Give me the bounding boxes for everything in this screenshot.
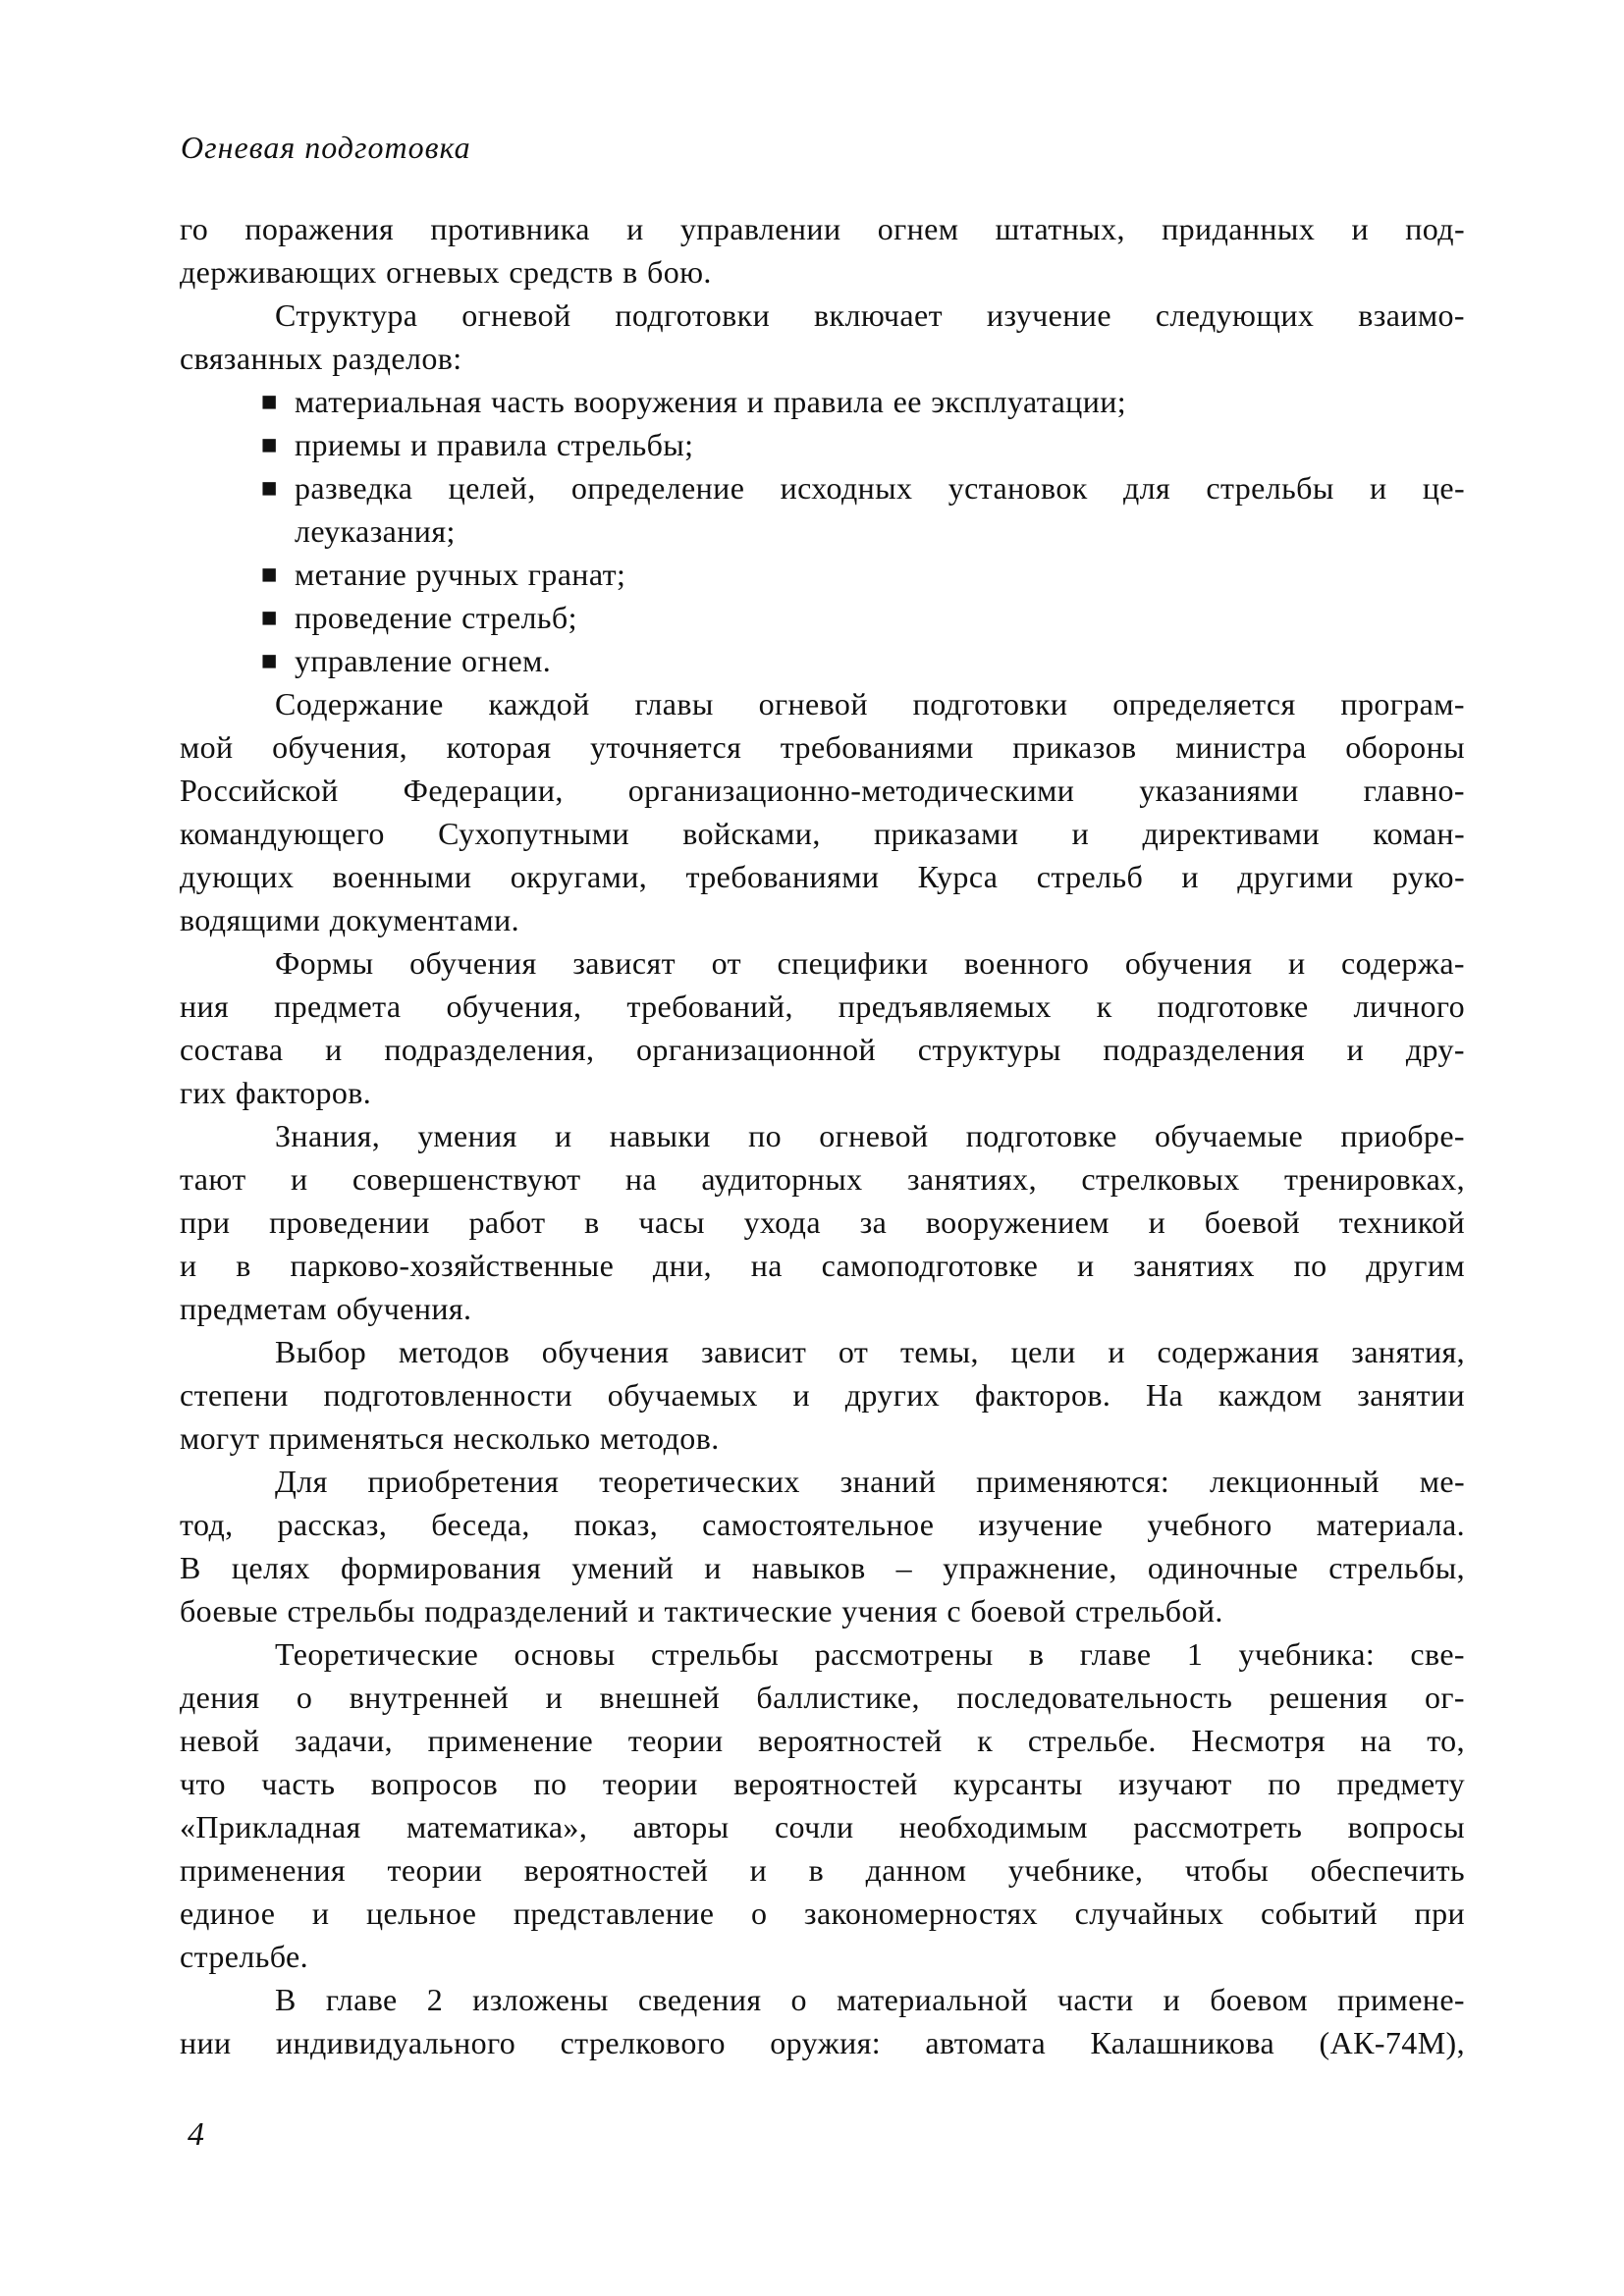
line-text: управление огнем. [295, 643, 552, 678]
line-text: метание ручных гранат; [295, 557, 626, 592]
line-text: степени подготовленности обучаемых и других факторов. На каждом занятии [180, 1377, 1465, 1413]
text-line [180, 1330, 1465, 1373]
text-line [180, 423, 1465, 466]
text-line [180, 812, 1465, 855]
line-text: держивающих огневых средств в бою. [180, 254, 712, 290]
text-line [180, 1848, 1465, 1892]
line-text: что часть вопросов по теории вероятностей курсанты изучают по предмету [180, 1766, 1465, 1801]
line-text: В главе 2 изложены сведения о материальной части и боевом примене- [275, 1982, 1465, 2017]
text-line [180, 682, 1465, 725]
line-text: Содержание каждой главы огневой подготовки определяется програм- [275, 686, 1465, 721]
text-line [180, 725, 1465, 769]
text-line [180, 1632, 1465, 1676]
line-text: предметам обучения. [180, 1291, 472, 1326]
line-text: Выбор методов обучения зависит от темы, цели и содержания занятия, [275, 1334, 1465, 1369]
line-text: Теоретические основы стрельбы рассмотрены в главе 1 учебника: све- [275, 1636, 1465, 1672]
line-text: связанных разделов: [180, 341, 462, 376]
line-text: тают и совершенствуют на аудиторных занятиях, стрелковых тренировках, [180, 1161, 1465, 1197]
line-text: Для приобретения теоретических знаний применяются: лекционный ме- [275, 1464, 1465, 1499]
line-text: единое и цельное представление о закономерностях случайных событий при [180, 1896, 1465, 1931]
text-line [180, 294, 1465, 337]
text-line [180, 1373, 1465, 1416]
text-line [180, 1589, 1465, 1632]
text-line [180, 1460, 1465, 1503]
text-line [180, 639, 1465, 682]
line-text: материальная часть вооружения и правила ее эксплуатации; [295, 384, 1127, 419]
text-line [180, 1071, 1465, 1114]
text-line [180, 1114, 1465, 1157]
bullet-icon: ▪ [260, 429, 279, 459]
text-line [180, 1762, 1465, 1805]
text-line [180, 207, 1465, 250]
line-text: Структура огневой подготовки включает изучение следующих взаимо- [275, 297, 1465, 333]
text-line [180, 1244, 1465, 1287]
body-text [180, 207, 1465, 2064]
running-header: Огневая подготовка [181, 130, 471, 165]
line-text: тод, рассказ, беседа, показ, самостоятельное изучение учебного материала. [180, 1507, 1465, 1542]
bullet-icon: ▪ [260, 602, 279, 632]
text-line [180, 1028, 1465, 1071]
text-line [180, 769, 1465, 812]
text-line [180, 941, 1465, 985]
line-text: дения о внутренней и внешней баллистике, последовательность решения ог- [180, 1680, 1465, 1715]
line-text: разведка целей, определение исходных установок для стрельбы и це- [295, 470, 1465, 506]
text-line [180, 855, 1465, 898]
line-text: командующего Сухопутными войсками, приказами и директивами коман- [180, 816, 1465, 851]
line-text: «Прикладная математика», авторы сочли необходимым рассмотреть вопросы [180, 1809, 1465, 1844]
text-line [180, 1805, 1465, 1848]
text-line [180, 1676, 1465, 1719]
line-text: применения теории вероятностей и в данном учебнике, чтобы обеспечить [180, 1852, 1465, 1888]
line-text: проведение стрельб; [295, 600, 577, 635]
text-line [180, 1935, 1465, 1978]
bullet-icon: ▪ [260, 559, 279, 589]
text-line [180, 553, 1465, 596]
line-text: гих факторов. [180, 1075, 372, 1110]
text-line [180, 380, 1465, 423]
line-text: Российской Федерации, организационно-методическими указаниями главно- [180, 773, 1465, 808]
line-text: Знания, умения и навыки по огневой подготовке обучаемые приобре- [275, 1118, 1465, 1153]
text-line [180, 1416, 1465, 1460]
text-line [180, 2021, 1465, 2064]
line-text: могут применяться несколько методов. [180, 1420, 720, 1456]
text-line [180, 985, 1465, 1028]
line-text: мой обучения, которая уточняется требованиями приказов министра обороны [180, 729, 1465, 765]
text-line [180, 337, 1465, 380]
text-line [180, 1719, 1465, 1762]
line-text: и в парково-хозяйственные дни, на самоподготовке и занятиях по другим [180, 1248, 1465, 1283]
line-text: боевые стрельбы подразделений и тактические учения с боевой стрельбой. [180, 1593, 1223, 1629]
line-text: стрельбе. [180, 1939, 309, 1974]
text-line [180, 1978, 1465, 2021]
line-text: ния предмета обучения, требований, предъявляемых к подготовке личного [180, 988, 1465, 1024]
text-line [180, 1157, 1465, 1201]
text-line [180, 1892, 1465, 1935]
line-text: невой задачи, применение теории вероятностей к стрельбе. Несмотря на то, [180, 1723, 1465, 1758]
text-line [180, 1201, 1465, 1244]
bullet-icon: ▪ [260, 645, 279, 675]
text-line [180, 1503, 1465, 1546]
page-number: 4 [188, 2116, 204, 2153]
line-text: го поражения противника и управлении огнем штатных, приданных и под- [180, 211, 1465, 246]
line-text: состава и подразделения, организационной структуры подразделения и дру- [180, 1032, 1465, 1067]
text-line [180, 1546, 1465, 1589]
line-text: дующих военными округами, требованиями Курса стрельб и другими руко- [180, 859, 1465, 894]
text-line [180, 466, 1465, 509]
line-text: Формы обучения зависят от специфики военного обучения и содержа- [275, 945, 1465, 981]
text-line [180, 596, 1465, 639]
bullet-icon: ▪ [260, 386, 279, 416]
text-line [180, 898, 1465, 941]
line-text: приемы и правила стрельбы; [295, 427, 694, 462]
bullet-icon: ▪ [260, 472, 279, 503]
text-line [180, 250, 1465, 294]
text-line [180, 509, 1465, 553]
line-text: нии индивидуального стрелкового оружия: автомата Калашникова (АК-74М), [180, 2025, 1465, 2060]
line-text: леуказания; [295, 513, 456, 549]
line-text: В целях формирования умений и навыков – упражнение, одиночные стрельбы, [180, 1550, 1465, 1585]
line-text: водящими документами. [180, 902, 519, 937]
line-text: при проведении работ в часы ухода за вооружением и боевой техникой [180, 1204, 1465, 1240]
text-line [180, 1287, 1465, 1330]
